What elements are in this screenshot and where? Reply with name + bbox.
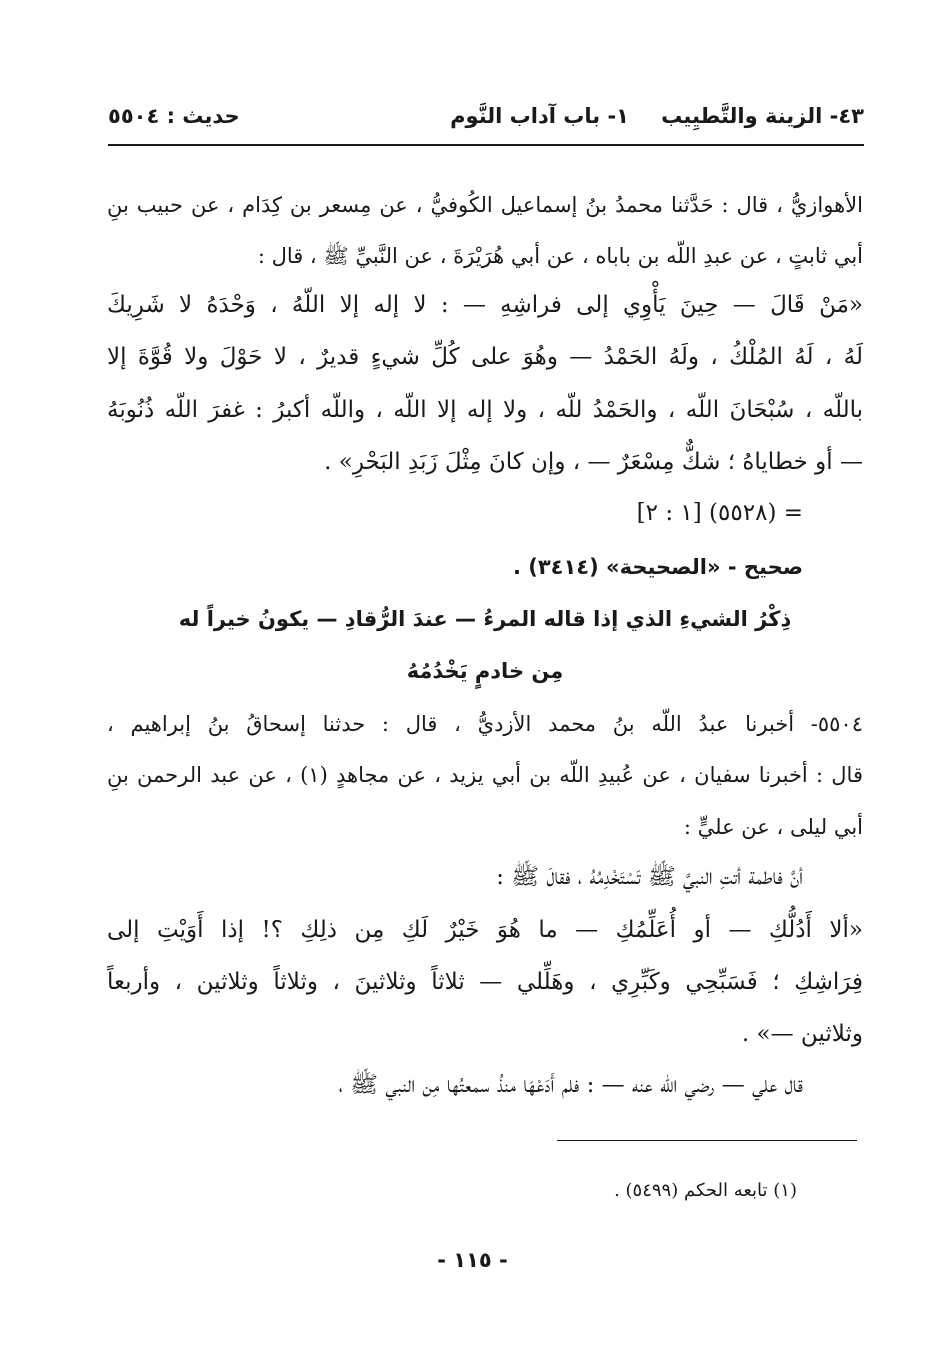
text-line: أنَّ فاطمة أتتِ النبيَّ ﷺ تَسْتَخْدِمُهُ ، فقالَ ﷺ :	[496, 864, 803, 890]
text-line: لَهُ ، لَهُ المُلْكُ ، ولَهُ الحَمْدُ — وهُوَ على كُلِّ شيءٍ قديرٌ ، لا حَوْلَ ولا قُوَّةَ إلا	[107, 344, 863, 370]
text-line: ٥٥٠٤- أخبرنا عبدُ اللّه بنُ محمد الأزديُّ ، قال : حدثنا إسحاقُ بنُ إبراهيم ،	[107, 712, 863, 736]
grading-line: صحيح - «الصحيحة» (٣٤١٤) .	[512, 555, 803, 579]
section-title: ١- باب آداب النَّوم	[450, 104, 629, 128]
text-line: فِرَاشِكِ ؛ فَسَبِّحِي وكَبِّرِي ، وهَلِّلي — ثلاثاً وثلاثينَ ، وثلاثاً وثلاثين ، وأربعاً	[107, 969, 863, 995]
footnote-rule	[557, 1140, 857, 1141]
hadith-number: حديث : ٥٥٠٤	[108, 104, 240, 128]
text-line: قال : أخبرنا سفيان ، عن عُبيدِ اللّه بن أبي يزيد ، عن مجاهدٍ (١) ، عن عبد الرحمن بنِ	[107, 763, 863, 787]
chapter-heading: مِن خادمٍ يَخْدُمُهُ	[406, 659, 564, 683]
chapter-heading: ذِكْرُ الشيءِ الذي إذا قاله المرءُ — عندَ الرُّقادِ — يكونُ خيراً له	[178, 607, 792, 631]
text-line: وثلاثين —» .	[741, 1021, 863, 1047]
header-rule	[108, 144, 864, 146]
text-line: قال علي — رضي اللّه عنه — : فلم أَدَعْهَا منذُ سمعتُها مِن النبي ﷺ ،	[338, 1072, 803, 1098]
page-number: - ١١٥ -	[437, 1248, 508, 1272]
text-line: — أو خطاياهُ ؛ شكٌّ مِسْعَرٌ — ، وإن كانَ مِثْلَ زَبَدِ البَحْرِ» .	[324, 449, 863, 475]
text-line: «مَنْ قَالَ — حِينَ يَأْوِي إلى فراشِهِ — : لا إله إلا اللّهُ ، وَحْدَهُ لا شَرِيكَ	[107, 292, 863, 318]
text-line: باللّه ، سُبْحَانَ اللّه ، والحَمْدُ للّه ، ولا إله إلا اللّه ، واللّه أكبرُ : غفرَ اللّه ذُنُوبَهُ	[107, 397, 863, 423]
footnote: (١) تابعه الحكم (٥٤٩٩) .	[614, 1180, 797, 1201]
text-line: الأهوازيُّ ، قال : حَدَّثنا محمدُ بنُ إسماعيل الكُوفيُّ ، عن مِسعر بن كِدَام ، عن حبيب بنِ	[107, 193, 863, 217]
text-line: أبي ثابتٍ ، عن عبدِ اللّه بن باباه ، عن أبي هُرَيْرَةَ ، عن النَّبيِّ ﷺ ، قال :	[257, 244, 863, 268]
cross-reference: = (٥٥٢٨) [١ : ٢]	[636, 500, 803, 526]
chapter-title: ٤٣- الزينة والتَّطيِيب	[661, 104, 864, 128]
text-line: «ألا أَدُلُّكِ — أو أُعَلِّمُكِ — ما هُوَ خَيْرٌ لَكِ مِن ذلِكِ ؟! إذا أَوَيْتِ إلى	[107, 917, 863, 943]
text-line: أبي ليلى ، عن عليٍّ :	[683, 815, 863, 839]
running-header	[108, 100, 864, 140]
